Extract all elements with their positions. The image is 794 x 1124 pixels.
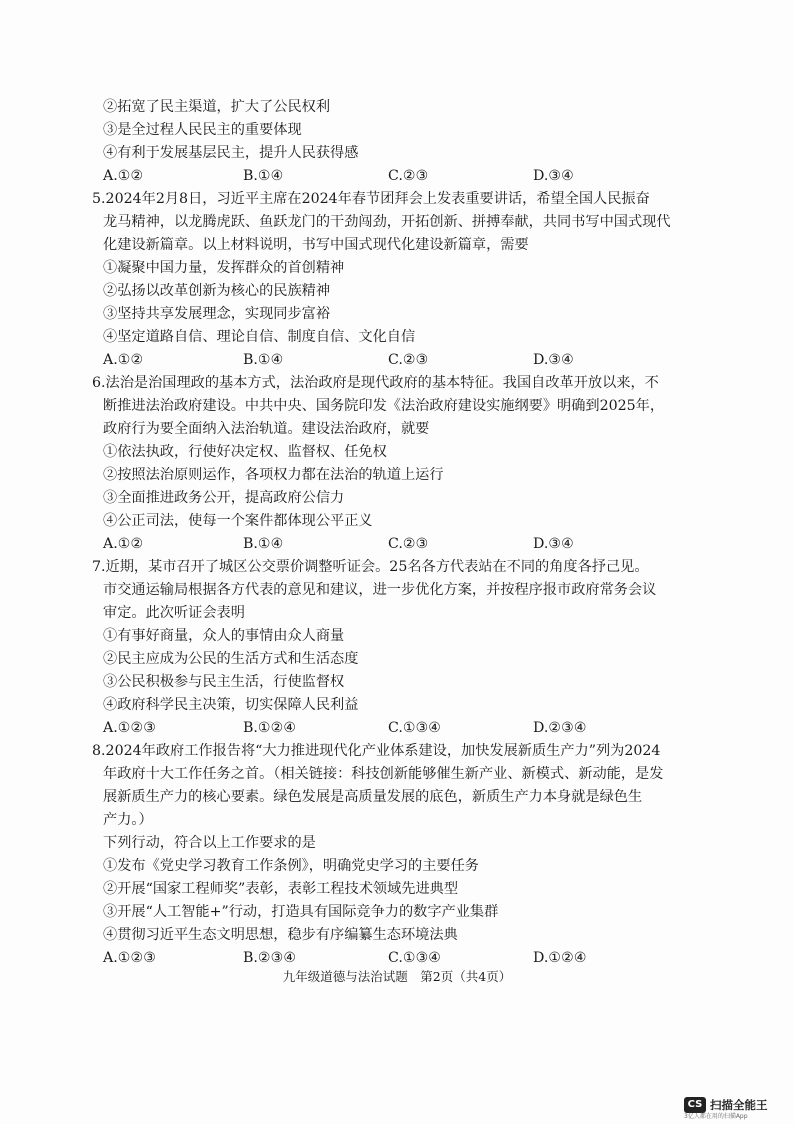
option-d: D.②③④ (533, 720, 587, 736)
camscanner-logo-icon: CS (684, 1097, 706, 1113)
option-b: B.②③④ (243, 950, 297, 966)
option-b: B.①④ (243, 536, 284, 552)
q7-statement-1: ①有事好商量，众人的事情由众人商量 (103, 628, 345, 644)
option-d: D.③④ (533, 352, 574, 368)
q8-statement-2: ②开展“国家工程师奖”表彰，表彰工程技术领域先进典型 (103, 881, 459, 897)
q6-stem-2: 断推进法治政府建设。中共中央、国务院印发《法治政府建设实施纲要》明确到2025年， (103, 398, 665, 414)
q8-statement-1: ①发布《党史学习教育工作条例》，明确党史学习的主要任务 (103, 858, 479, 874)
q8-statement-3: ③开展“人工智能+”行动，打造具有国际竞争力的数字产业集群 (103, 904, 499, 920)
option-c: C.②③ (388, 352, 429, 368)
q5-stem-3: 化建设新篇章。以上材料说明，书写中国式现代化建设新篇章，需要 (103, 237, 529, 253)
option-a: A.①② (103, 536, 144, 552)
q5-statement-3: ③坚持共享发展理念，实现同步富裕 (103, 306, 331, 322)
option-c: C.①③④ (388, 720, 442, 736)
q8-stem-3: 展新质生产力的核心要素。绿色发展是高质量发展的底色，新质生产力本身就是绿色生 (103, 789, 643, 805)
option-c: C.②③ (388, 536, 429, 552)
q5-stem-1: 5.2024年2月8日，习近平主席在2024年春节团拜会上发表重要讲话，希望全国人民振奋 (92, 191, 650, 207)
q7-statement-2: ②民主应成为公民的生活方式和生活态度 (103, 651, 359, 667)
q8-statement-4: ④贯彻习近平生态文明思想，稳步有序编纂生态环境法典 (103, 927, 458, 943)
q5-stem-2: 龙马精神，以龙腾虎跃、鱼跃龙门的干劲闯劲，开拓创新、拼搏奉献，共同书写中国式现代 (103, 214, 671, 230)
q6-stem-1: 6.法治是治国理政的基本方式，法治政府是现代政府的基本特征。我国自改革开放以来，不 (92, 375, 659, 391)
q6-statement-2: ②按照法治原则运作，各项权力都在法治的轨道上运行 (103, 467, 444, 483)
q4-options (103, 165, 703, 187)
q8-stem-4: 产力。） (103, 812, 153, 828)
watermark-app-name: 扫描全能王 (710, 1098, 768, 1112)
q8-stem-2: 年政府十大工作任务之首。（相关链接：科技创新能够催生新产业、新模式、新动能，是发 (103, 766, 664, 782)
q5-options (103, 349, 703, 371)
q6-options (103, 533, 703, 555)
q8-stem-1: 8.2024年政府工作报告将“大力推进现代化产业体系建设，加快发展新质生产力”列为2024 (92, 743, 661, 759)
q7-statement-3: ③公民积极参与民主生活，行使监督权 (103, 674, 345, 690)
q5-statement-4: ④坚定道路自信、理论自信、制度自信、文化自信 (103, 329, 416, 345)
q6-statement-1: ①依法执政，行使好决定权、监督权、任免权 (103, 444, 387, 460)
q7-stem-3: 审定。此次听证会表明 (103, 605, 245, 621)
q7-statement-4: ④政府科学民主决策，切实保障人民利益 (103, 697, 359, 713)
q4-statement-4: ④有利于发展基层民主，提升人民获得感 (103, 145, 359, 161)
option-d: D.③④ (533, 536, 574, 552)
option-a: A.①②③ (103, 720, 156, 736)
q4-statement-3: ③是全过程人民民主的重要体现 (103, 122, 302, 138)
option-a: A.①② (103, 168, 144, 184)
option-a: A.①② (103, 352, 144, 368)
q4-statement-2: ②拓宽了民主渠道，扩大了公民权利 (103, 99, 331, 115)
scanner-watermark (684, 1097, 788, 1121)
option-d: D.③④ (533, 168, 574, 184)
watermark-tagline: 3亿人都在用的扫描App (684, 1113, 748, 1120)
q5-statement-2: ②弘扬以改革创新为核心的民族精神 (103, 283, 331, 299)
q8-options (103, 947, 703, 969)
option-a: A.①②③ (103, 950, 156, 966)
q6-statement-4: ④公正司法，使每一个案件都体现公平正义 (103, 513, 373, 529)
q7-options (103, 717, 703, 739)
option-d: D.①②④ (533, 950, 587, 966)
page-footer: 九年级道德与法治试题 第2页（共4页） (282, 969, 512, 984)
q6-stem-3: 政府行为要全面纳入法治轨道。建设法治政府，就要 (103, 421, 430, 437)
q7-stem-2: 市交通运输局根据各方代表的意见和建议，进一步优化方案，并按程序报市政府常务会议 (103, 582, 657, 598)
q6-statement-3: ③全面推进政务公开，提高政府公信力 (103, 490, 345, 506)
option-b: B.①④ (243, 352, 284, 368)
option-c: C.②③ (388, 168, 429, 184)
q7-stem-1: 7.近期，某市召开了城区公交票价调整听证会。25名各方代表站在不同的角度各抒己见。 (92, 559, 649, 575)
q8-prompt: 下列行动，符合以上工作要求的是 (103, 835, 316, 851)
option-b: B.①②④ (243, 720, 297, 736)
option-b: B.①④ (243, 168, 284, 184)
option-c: C.①③④ (388, 950, 442, 966)
q5-statement-1: ①凝聚中国力量，发挥群众的首创精神 (103, 260, 345, 276)
